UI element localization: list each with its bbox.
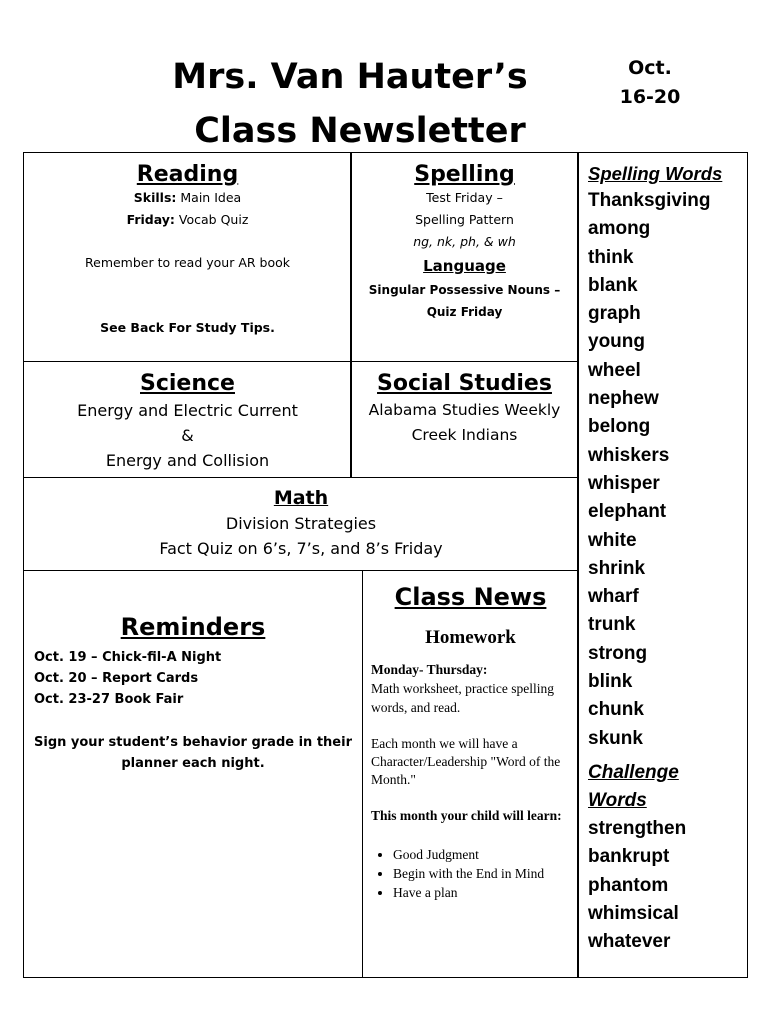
reminders-section — [23, 570, 363, 978]
science-heading: Science — [140, 371, 235, 396]
word-item: whimsical — [588, 902, 679, 924]
math-heading: Math — [273, 487, 329, 509]
reminder-item: Oct. 20 – Report Cards — [34, 671, 199, 686]
spelling-test: Test Friday – — [426, 190, 503, 205]
word-item: wharf — [588, 586, 639, 608]
math-section — [23, 477, 579, 571]
language-line2: Quiz Friday — [426, 305, 503, 319]
word-item: strong — [588, 642, 648, 664]
spelling-words-heading: Spelling Words — [588, 163, 723, 184]
social-studies-section — [350, 361, 579, 478]
word-item: blink — [588, 671, 633, 693]
learn-heading: This month your child will learn: — [371, 808, 562, 823]
science-line3: Energy and Collision — [105, 451, 270, 470]
word-item: chunk — [588, 699, 644, 721]
word-of-month-text: Each month we will have a Character/Leadership "Word of the Month." — [371, 736, 561, 787]
word-item: think — [588, 246, 634, 268]
class-news-heading: Class News — [394, 583, 547, 611]
math-line1: Division Strategies — [225, 514, 377, 533]
class-news-section — [362, 570, 579, 978]
reminders-list — [34, 647, 352, 710]
reading-heading: Reading — [136, 162, 239, 187]
word-item: whiskers — [588, 444, 670, 466]
word-item: bankrupt — [588, 846, 670, 868]
social-studies-line2: Creek Indians — [411, 426, 518, 444]
spelling-words-sidebar — [577, 152, 748, 978]
challenge-heading-line1: Challenge — [588, 761, 679, 783]
challenge-word-list — [588, 815, 747, 956]
word-item: belong — [588, 416, 651, 438]
reminders-heading: Reminders — [120, 613, 266, 641]
word-item: nephew — [588, 388, 659, 410]
language-line1: Singular Possessive Nouns – — [368, 283, 561, 297]
word-item: skunk — [588, 727, 643, 749]
spelling-pattern-label: Spelling Pattern — [415, 212, 514, 227]
word-item: young — [588, 331, 645, 353]
date-line1: Oct. — [628, 57, 672, 79]
word-item: graph — [588, 303, 641, 325]
word-item: wheel — [588, 359, 641, 381]
social-studies-heading: Social Studies — [377, 371, 552, 396]
reading-ar-note: Remember to read your AR book — [85, 255, 290, 270]
newsletter-title-line1: Mrs. Van Hauter’s — [172, 57, 528, 97]
reading-section — [23, 152, 352, 362]
word-item: strengthen — [588, 817, 687, 839]
science-section — [23, 361, 352, 478]
homework-days: Monday- Thursday: — [371, 662, 488, 677]
word-item: trunk — [588, 614, 636, 636]
word-item: white — [588, 529, 637, 551]
reminder-item: Oct. 19 – Chick-fil-A Night — [34, 650, 222, 665]
homework-text: Math worksheet, practice spelling words, and read. — [371, 681, 554, 715]
word-item: among — [588, 218, 651, 240]
word-item: Thanksgiving — [588, 190, 711, 211]
reminder-item: Oct. 23-27 Book Fair — [34, 692, 184, 707]
learn-item: • Good Judgment — [393, 845, 570, 864]
date-line2: 16-20 — [619, 86, 681, 108]
spelling-section — [350, 152, 579, 362]
science-line1: Energy and Electric Current — [77, 401, 298, 420]
reading-skills: Skills: Main Idea — [133, 190, 242, 205]
word-item: elephant — [588, 501, 667, 523]
language-heading: Language — [423, 257, 506, 275]
reminders-note: Sign your student’s behavior grade in their planner each night. — [34, 735, 352, 771]
spelling-word-list — [588, 187, 747, 753]
homework-heading: Homework — [425, 627, 516, 648]
learn-list — [371, 845, 570, 902]
math-line2: Fact Quiz on 6’s, 7’s, and 8’s Friday — [159, 539, 443, 558]
newsletter-title-line2: Class Newsletter — [194, 111, 526, 151]
spelling-heading: Spelling — [414, 162, 515, 187]
reading-friday: Friday: Vocab Quiz — [126, 212, 249, 227]
word-item: whatever — [588, 931, 671, 953]
science-line2: & — [181, 426, 194, 445]
learn-item: • Have a plan — [393, 883, 570, 902]
word-item: whisper — [588, 472, 660, 494]
word-item: shrink — [588, 557, 646, 579]
spelling-pattern: ng, nk, ph, & wh — [413, 234, 516, 249]
word-item: phantom — [588, 874, 669, 896]
word-item: blank — [588, 274, 638, 296]
reading-study-tips: See Back For Study Tips. — [100, 320, 275, 335]
learn-item: • Begin with the End in Mind — [393, 864, 570, 883]
challenge-heading-line2: Words — [588, 789, 647, 811]
social-studies-line1: Alabama Studies Weekly — [368, 401, 561, 419]
